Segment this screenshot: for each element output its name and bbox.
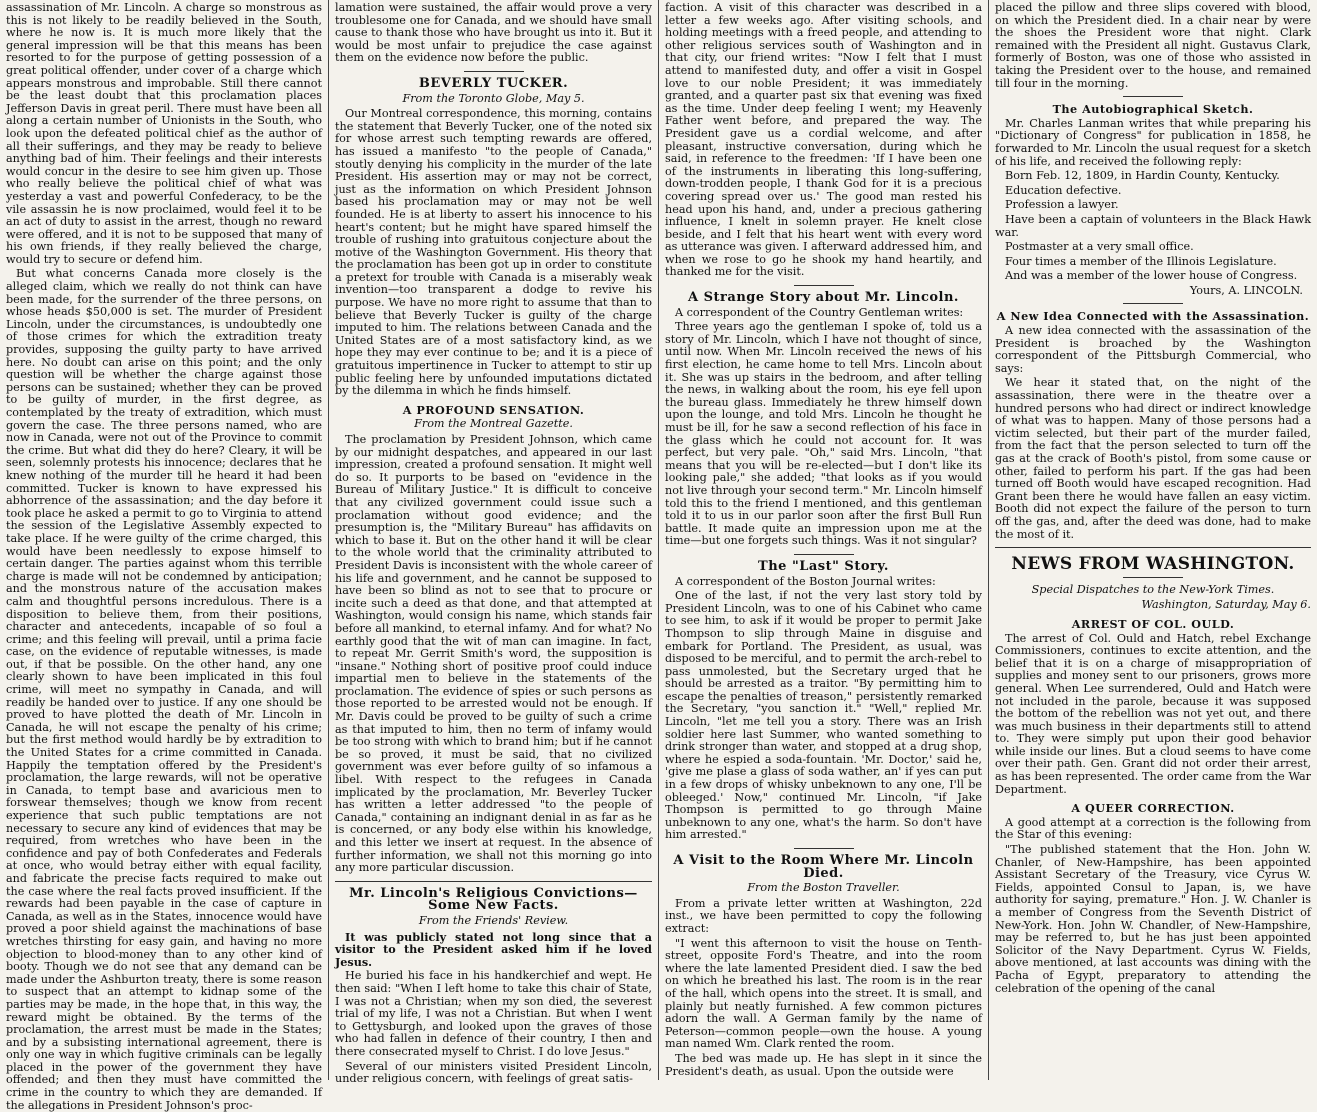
sketch-line: Postmaster at a very small office. — [1005, 240, 1194, 254]
tucker-source: From the Toronto Globe, May 5. — [402, 91, 585, 105]
sketch-line: Have been a captain of volunteers in the Black Hawk war. — [995, 212, 1311, 239]
sketch-signature: Yours, A. LINCOLN. — [1189, 283, 1303, 297]
sketch-line: Born Feb. 12, 1809, in Hardin County, Kentucky. — [1005, 169, 1280, 183]
arrest-body: The arrest of Col. Ould and Hatch, rebel Exchange Commissioners, continues to excite attention, and the belief that it is on a charge of misappropriation of supplies and money sent to our prisoners, grows more general. When Lee surrendered, Ould and Hatch were not included in the parole, because it was supposed the bottom of the rebellion was not yet out, and there was much business in their departments still to attend to. They were simply put upon their good behavior while inside our lines. But a cloud seems to have come over their path. Gen. Grant did not order their arrest, as has been represented. The order came from the War Department. — [995, 631, 1311, 796]
idea-body: We hear it stated that, on the night of the assassination, there were in the theatre over a hundred persons who had direct or indirect knowledge of what was to happen. Many of those persons had a victim selected, but their part of the murder failed, from the fact that the person selected to turn off the gas at the crack of Booth's pistol, from some cause or other, failed to perform his part. If the gas had been turned off Booth would have escaped recognition. Had Grant been there he would have fallen an easy victim. Booth did not expect the failure of the person to turn off the gas, and, after the deed was done, had to make the most of it. — [995, 376, 1311, 541]
column-3 — [658, 0, 988, 1080]
last-body: One of the last, if not the very last story told by President Lincoln, was to one of his Cabinet who came to see him, to ask if it would be proper to permit Jake Thompson to slip through Maine in disguise and embark for Portland. The President, as usual, was disposed to be merciful, and to permit the arch-rebel to pass unmolested, but the Secretary urged that he should be arrested as a traitor. "By permitting him to escape the penalties of treason," persistently remarked the Secretary, "you sanction it." "Well," replied Mr. Lincoln, "let me tell you a story. There was an Irish soldier here last Summer, who wanted something to drink stronger than water, and stopped at a drug shop, where he espied a soda-fountain. 'Mr. Doctor,' said he, 'give me plase a glass of soda wather, an' if yes can put in a few drops of whisky unbeknown to any one, I'll be obleeged.' Now," continued Mr. Lincoln, "if Jake Thompson is permitted to go through Maine unbeknown to any one, what's the harm. So don't have him arrested." — [665, 589, 982, 842]
col2-intro: lamation were sustained, the affair would prove a very troublesome one for Canada, and we should have small cause to thank those who have brought us into it. But it would be most unfair to prejudice the case against them on the evidence now before the public. — [335, 1, 652, 65]
col4-intro: placed the pillow and three slips covered with blood, on which the President died. In a chair near by were the shoes the President wore that night. Clark remained with the President all night. Gustavus Clark, formerly of Boston, was one of those who assisted in taking the President over to the house, and remained till four in the morning. — [995, 1, 1311, 90]
visit-lead: From a private letter written at Washington, 22d inst., we have been permitted to copy the following extract: — [665, 896, 982, 935]
religious-source: From the Friends' Review. — [418, 913, 569, 927]
sensation-heading: A PROFOUND SENSATION. — [402, 402, 585, 417]
visit-source: From the Boston Traveller. — [747, 881, 900, 895]
divider — [1123, 577, 1183, 578]
religious-body: He buried his face in his handkerchief and wept. He then said: "When I left home to take this chair of State, I was not a Christian; when my son died, the severest trial of my life, I was not a Christian. But when I went to Gettysburgh, and looked upon the graves of those who had fallen in defence of their country, I then and there consecrated myself to Christ. I do love Jesus." — [335, 969, 652, 1058]
sketch-body: Mr. Charles Lanman writes that while preparing his "Dictionary of Congress" for publication in 1858, he forwarded to Mr. Lincoln the usual request for a sketch of his life, and received the following reply: — [995, 116, 1311, 168]
tucker-body: Our Montreal correspondence, this morning, contains the statement that Beverly Tucker, one of the noted six for whose arrest such tempting rewards are offered, has issued a manifesto "to the people of Canada," stoutly denying his complicity in the murder of the late President. His assertion may or may not be correct, just as the information on which President Johnson based his proclamation may or may not be well founded. He is at liberty to assert his innocence to his heart's content; but he might have spared himself the trouble of rushing into gratuitous conjecture about the motive of the Washington Government. His theory that the proclamation has been got up in order to constitute a pretext for trouble with Canada is a miserably weak invention—too transparent a dodge to revive his purpose. We have no more right to assume that than to believe that Beverly Tucker is guilty of the charge imputed to him. The relations between Canada and the United States are of a most satisfactory kind, as we hope they may ever continue to be; and it is a piece of gratuitous impertinence in Tucker to attempt to stir up public feeling here by unfounded imputations dictated by the dilemma in which he finds himself. — [335, 107, 652, 398]
visit-tail: The bed was made up. He has slept in it since the President's death, as usual. Upon the outside were — [665, 1051, 982, 1078]
idea-heading: A New Idea Connected with the Assassination. — [996, 309, 1310, 324]
last-heading: The "Last" Story. — [758, 558, 889, 574]
divider — [335, 881, 652, 882]
idea-lead: A new idea connected with the assassination of the President is broached by the Washington correspondent of the Pittsburgh Commercial, who says: — [995, 324, 1311, 375]
column-1 — [0, 0, 328, 1112]
column-2 — [328, 0, 658, 1086]
divider — [995, 547, 1311, 548]
visit-body: "I went this afternoon to visit the house on Tenth-street, opposite Ford's Theatre, and into the room where the late lamented President died. I saw the bed on which he breathed his last. The room is in the rear of the hall, which opens into the street. It is small, and plainly but neatly furnished. A few common pictures adorn the wall. A German family by the name of Peterson—common people—own the house. A young man named Wm. Clark rented the room. — [665, 936, 982, 1051]
col3-intro: faction. A visit of this character was described in a letter a few weeks ago. After visiting schools, and holding meetings with a freed people, and attending to other religious services south of Washington and in that city, our friend writes: "Now I felt that I must attend to manifested duty, and offer a visit in Gospel love to our noble President; it was immediately granted, and a quarter past six that evening was fixed as the time. Under deep feeling I went; my Heavenly Father went before, and prepared the way. The President gave us a cordial welcome, and after pleasant, instructive conversation, during which he said, in reference to the freedmen: 'If I have been one of the instruments in liberating this long-suffering, down-trodden people, I thank God for it is a precious covering spread over us.' The good man rested his head upon his hand, and, under a precious gathering influence, I knelt in solemn prayer. He knelt close beside, and I felt that his heart went with every word as utterance was given. I afterward addressed him, and when we rose to go he shook my hand heartily, and thanked me for the visit. — [665, 1, 982, 279]
religious-lead: It was publicly stated not long since that a visitor to the President asked him if he loved Jesus. — [335, 929, 652, 969]
sensation-source: From the Montreal Gazette. — [414, 417, 573, 431]
arrest-heading: ARREST OF COL. OULD. — [1071, 616, 1235, 631]
divider — [794, 848, 854, 849]
queer-body: "The published statement that the Hon. John W. Chanler, of New-Hampshire, has been appointed Assistant Secretary of the Treasury, vice Cyrus W. Fields, appointed Consul to Japan, is, we have authority for saying, premature." Hon. J. W. Chanler is a member of Congress from the Seventh District of New-York. Hon. John W. Chandler, of New-Hampshire, may be referred to, but he has just been appointed Solicitor of the Navy Department. Cyrus W. Fields, above mentioned, at last accounts was dining with the Pacha of Egypt, preparatory to attending the celebration of the opening of the canal — [995, 843, 1311, 995]
sketch-line: Education defective. — [1005, 183, 1122, 197]
column-4 — [988, 0, 1317, 1080]
sensation-body: The proclamation by President Johnson, which came by our midnight despatches, and appeared in our last impression, created a profound sensation. It might well do so. It purports to be based on "evidence in the Bureau of Military Justice." It is difficult to conceive that any civilized government could issue such a proclamation without good evidence; and the presumption is, the "Military Bureau" has affidavits on which to base it. But on the other hand it will be clear to the whole world that the criminality attributed to President Davis is inconsistent with the whole career of his life and government, and he cannot be supposed to have been so blind as not to see that to procure or incite such a deed as that done, and that attempted at Washington, would consign his name, which stands fair before all mankind, to eternal infamy. And for what? No earthly good that the wit of man can imagine. In fact, to repeat Mr. Gerrit Smith's word, the supposition is "insane." Nothing short of positive proof could induce impartial men to believe in the statements of the proclamation. The evidence of spies or such persons as those reported to be arrested would not be enough. If Mr. Davis could be proved to be guilty of such a crime as that imputed to him, then no term of infamy would be too strong with which to brand him; but if he cannot be so proved, it must be said, that no civilized government was ever before guilty of so infamous a libel. With respect to the refugees in Canada implicated by the proclamation, Mr. Beverley Tucker has written a letter addressed "to the people of Canada," containing an indignant denial in as far as he is concerned, or any body else within his knowledge, and this letter we insert at request. In the absence of further information, we shall not this morning go into any more particular discussion. — [335, 433, 652, 875]
sketch-line: And was a member of the lower house of Congress. — [1005, 269, 1298, 283]
religious-heading: Mr. Lincoln's Religious Convictions—Some New Facts. — [349, 885, 638, 914]
visit-heading: A Visit to the Room Where Mr. Lincoln Died. — [673, 853, 974, 881]
strange-body: Three years ago the gentleman I spoke of, told us a story of Mr. Lincoln, which I have not thought of since, until now. When Mr. Lincoln received the news of his first election, he came home to tell Mrs. Lincoln about it. She was up stairs in the bedroom, and after telling the news, in walking about the room, his eye fell upon the bureau glass. Immediately he threw himself down upon the lounge, and told Mrs. Lincoln he thought he must be ill, for he saw a second reflection of his face in the glass which he could not account for. It was perfect, but very pale. "Oh," said Mrs. Lincoln, "that means that you will be re-elected—but I don't like its looking pale," she added; "that looks as if you would not live through your second term." Mr. Lincoln himself told this to the friend I mentioned, and this gentleman told it to us in our parlor soon after the first Bull Run battle. It made quite an impression upon me at the time—but one forgets such things. Was it not singular? — [665, 320, 982, 548]
strange-lead: A correspondent of the Country Gentleman writes: — [675, 305, 964, 319]
sketch-line: Four times a member of the Illinois Legislature. — [1005, 254, 1277, 268]
sketch-line: Profession a lawyer. — [1005, 198, 1119, 212]
news-heading: NEWS FROM WASHINGTON. — [1011, 554, 1295, 575]
sketch-heading: The Autobiographical Sketch. — [1052, 102, 1254, 117]
religious-tail: Several of our ministers visited President Lincoln, under religious concern, with feelings of great satis- — [335, 1059, 652, 1086]
tucker-heading: BEVERLY TUCKER. — [418, 75, 569, 91]
last-lead: A correspondent of the Boston Journal writes: — [675, 574, 936, 588]
divider — [1123, 303, 1183, 304]
col1-paragraph-2: But what concerns Canada more closely is the alleged claim, which we really do not think can have been made, for the surrender of the three persons, on whose heads $50,000 is set. The murder of President Lincoln, under the circumstances, is undoubtedly one of those crimes for which the extradition treaty provides, supposing the guilty party to have arrived here. No doubt can arise on this point; and the only question will be whether the charge against those persons can be sustained; whether they can be proved to be guilty of murder, in the first degree, as contemplated by the treaty of extradition, which must govern the case. The three persons named, who are now in Canada, were not out of the Province to commit the crime. But what did they do here? Cleary, it will be seen, solemnly protests his innocence; declares that he knew nothing of the murder till he heard it had been committed. Tucker is known to have expressed his abhorrence of the assassination; and the day before it took place he asked a permit to go to Virginia to attend the session of the Legislative Assembly expected to take place. If he were guilty of the crime charged, this would have been needlessly to expose himself to certain danger. The parties against whom this terrible charge is made will not be condemned by anticipation; and the monstrous nature of the accusation makes calm and thoughtful persons incredulous. There is a disposition to believe them, from their positions, character and antecedents, incapable of so foul a crime; and this feeling will prevail, until a prima facie case, on the evidence of reputable witnesses, is made out, if that be possible. On the other hand, any one clearly shown to have been implicated in this foul crime, will meet no sympathy in Canada, and will readily be handed over to justice. If any one should be proved to have plotted the death of Mr. Lincoln in Canada, he will not escape the penalty of his crime; but the first method would hardly be by extradition to the United States for a crime committed in Canada. Happily the temptation offered by the President's proclamation, the large rewards, will not be operative in Canada, to tempt base and avaricious men to forswear themselves; though we know from recent experience that such public temptations are not necessary to secure any kind of evidences that may be required, from wretches who have been in the confidence and pay of both Confederates and Federals at once, who would betray either with equal facility, and fabricate the precise facts required to make out the case where the real facts proved insufficient. If the rewards had been payable in the case of capture in Canada, as well as in the States, innocence would have proved a poor shield against the machinations of base wretches thirsting for easy gain, and having no more objection to blood-money than to any other kind of booty. Though we do not see that any demand can be made under the Ashburton treaty, there is some reason to suspect that an attempt to kidnap some of the parties may be made, in the hope that, in this way, the reward might be obtained. By the terms of the proclamation, the arrest must be made in the States; and by a subsisting international agreement, there is only one way in which fugitive criminals can be legally placed in the power of the government they have offended; and then they must have committed the crime in the country to which they are demanded. If the allegations in President Johnson's proc- — [6, 267, 322, 1112]
divider — [794, 285, 854, 286]
divider — [464, 71, 524, 72]
news-dateline: Washington, Saturday, May 6. — [1141, 598, 1311, 612]
queer-heading: A QUEER CORRECTION. — [1071, 801, 1235, 816]
news-subheading: Special Dispatches to the New-York Times. — [1031, 582, 1275, 596]
divider — [794, 554, 854, 555]
queer-lead: A good attempt at a correction is the following from the Star of this evening: — [995, 815, 1311, 842]
strange-heading: A Strange Story about Mr. Lincoln. — [688, 290, 959, 306]
col1-paragraph-1: assassination of Mr. Lincoln. A charge so monstrous as this is not likely to be readily believed in the South, where he now is. It is much more likely that the general impression will be that this means has been resorted to for the purpose of getting possession of a great political offender, under cover of a charge which appears monstrous and improbable. Still there cannot be the least doubt that this proclamation places Jefferson Davis in great peril. There must have been all along a certain number of Unionists in the South, who look upon the defeated political chief as the author of all their sufferings, and they may be ready to believe anything bad of him. Their feelings and their interests would concur in the desire to see him given up. Those who really believe the political chief of what was yesterday a vast and powerful Confederacy, to be the vile assassin he is now proclaimed, would feel it to be an act of duty to assist in the arrest, though no reward were offered, and it is not to be supposed that many of his own friends, if they really believed the charge, would try to secure or defend him. — [6, 1, 322, 266]
divider — [1123, 96, 1183, 97]
